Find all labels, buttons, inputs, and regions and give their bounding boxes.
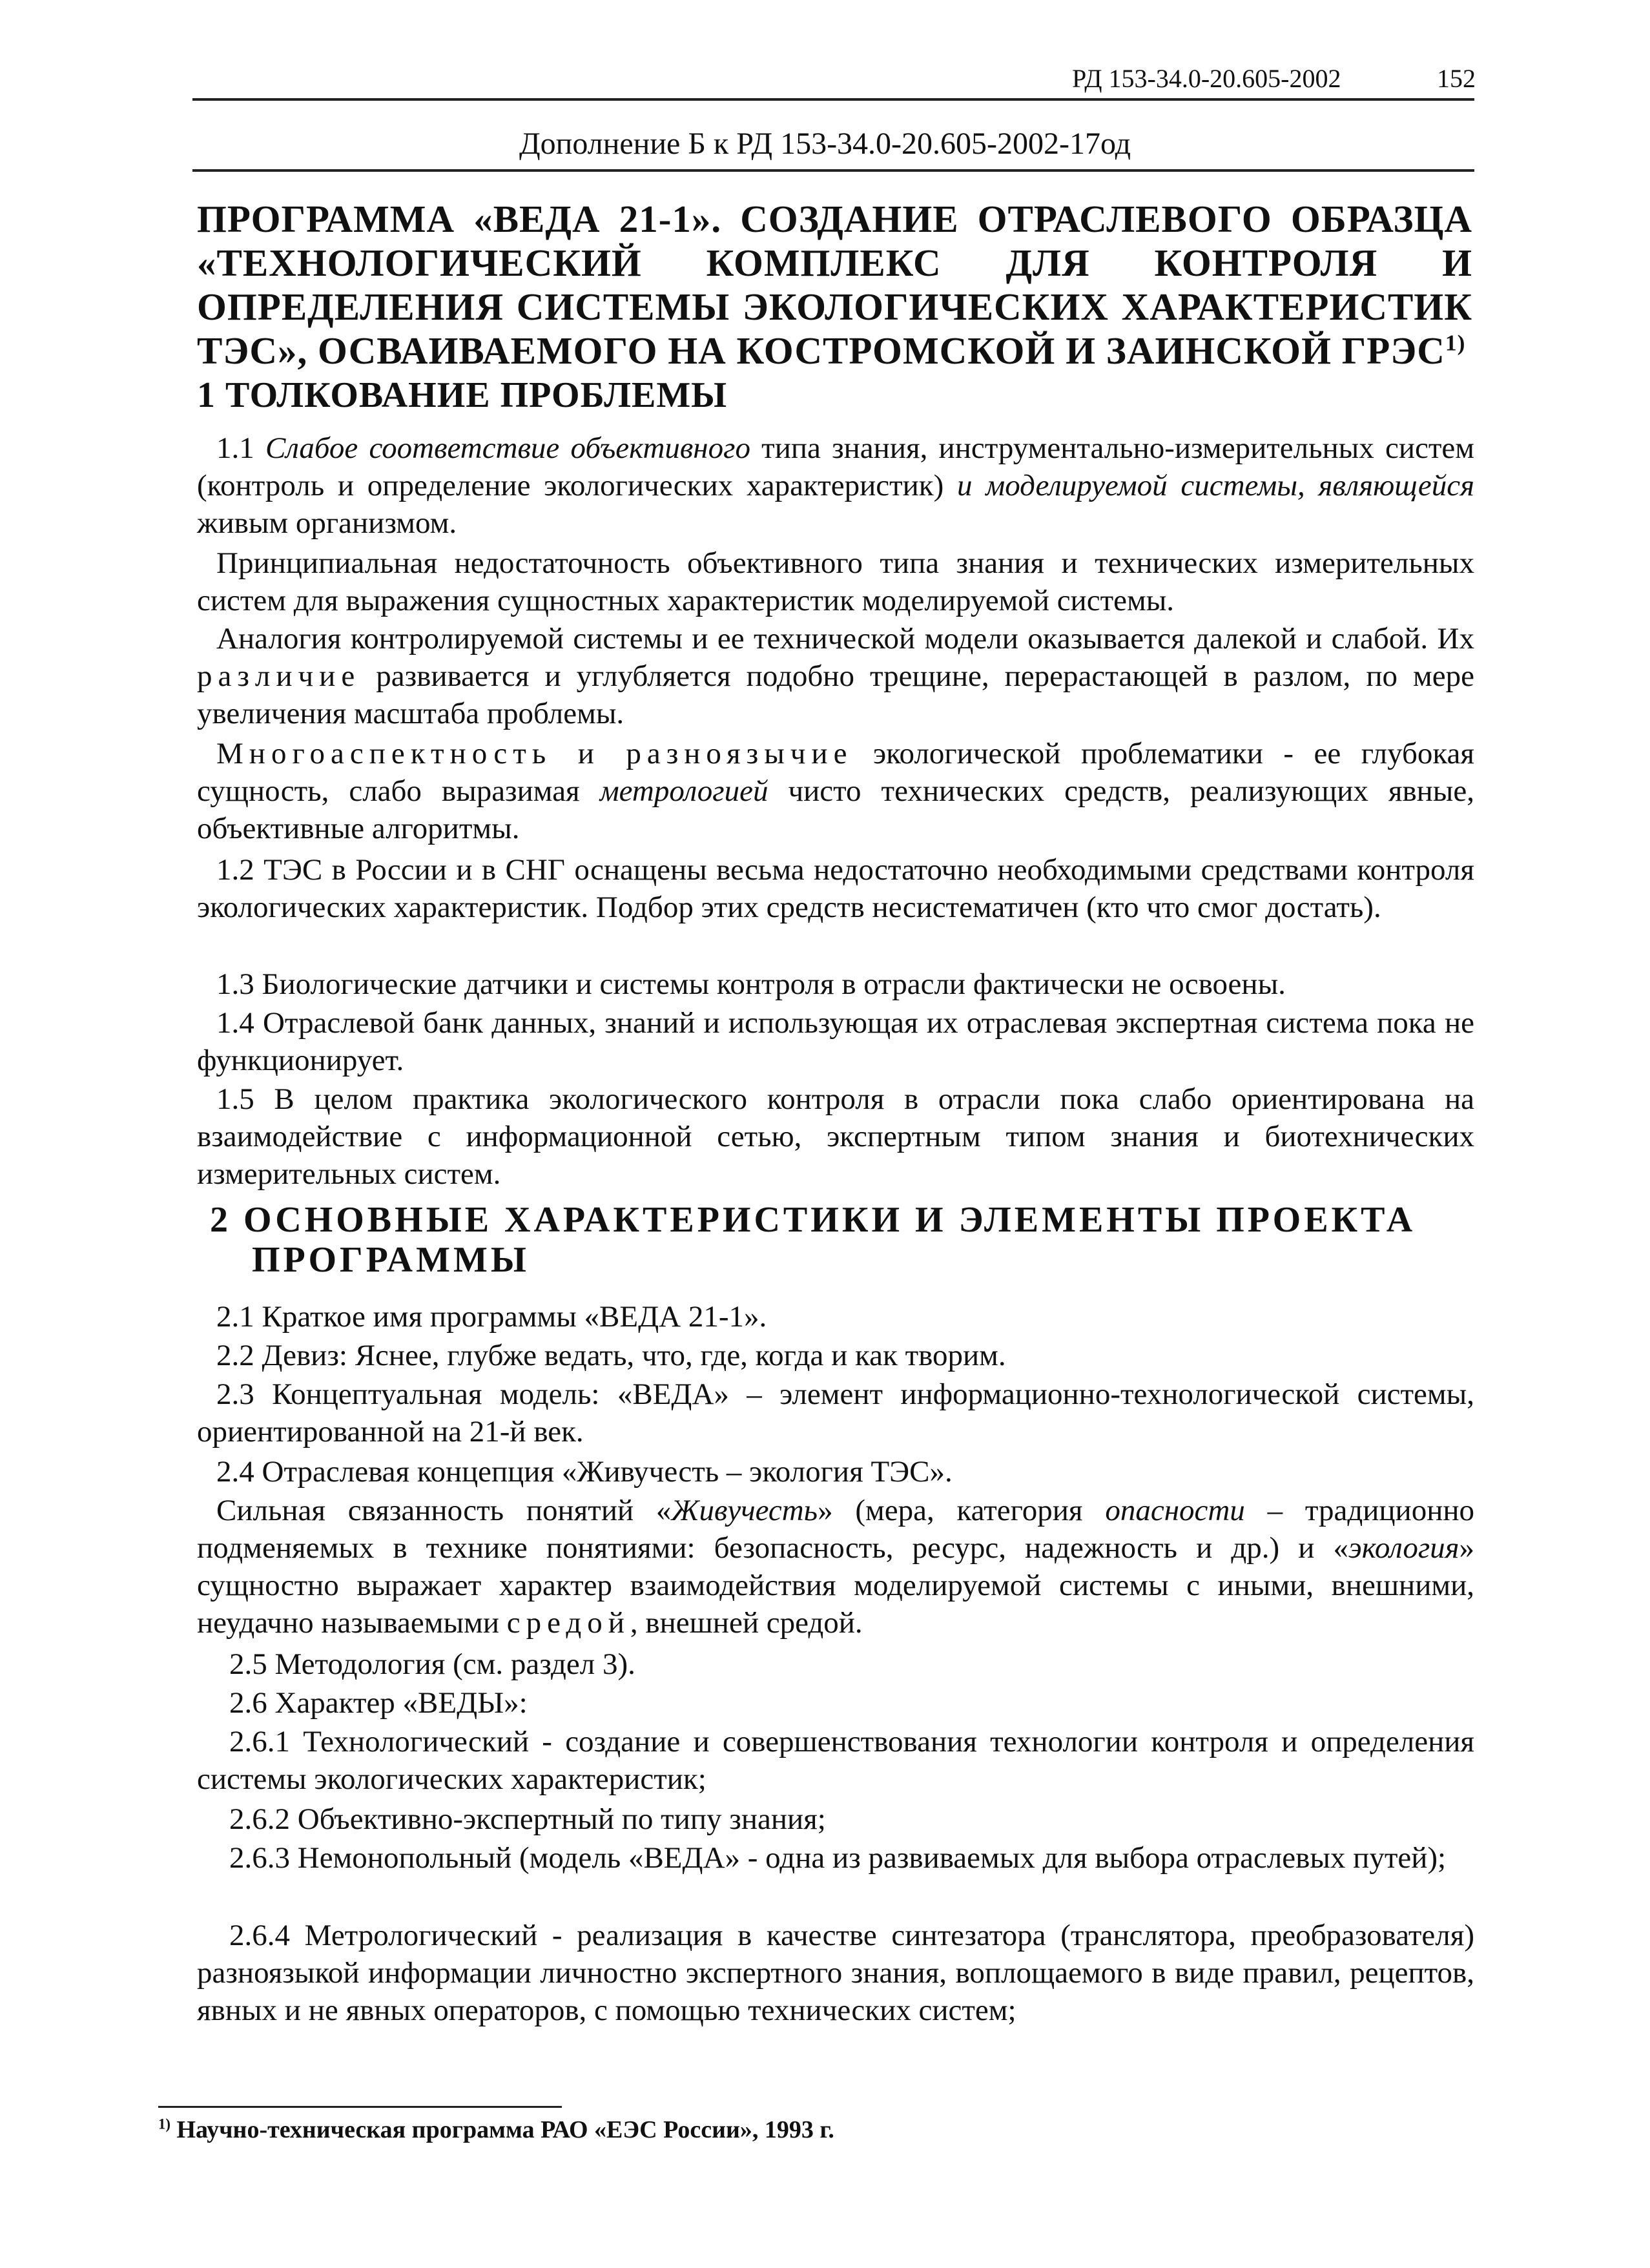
footnote: [158, 2116, 834, 2144]
paragraph-strong-link: [197, 1492, 1474, 1642]
strong-italic-3: экология: [1348, 1531, 1459, 1565]
strong-spaced-word: средой: [506, 1606, 630, 1640]
page-number: 152: [1437, 64, 1476, 93]
paragraph-1-3: 1.3 Биологические датчики и системы контроля в отрасли фактически не освоены.: [216, 967, 1286, 1001]
p1-1-italic-1: Слабое соответствие объективного: [265, 431, 750, 465]
multiaspect-text-2: чисто технических средств, реализующих явные, объективные алгоритмы.: [197, 774, 1474, 845]
p1-1-text-1: типа знания, инструментально-измерительных систем (контроль и определение экологических характеристик): [197, 431, 1474, 502]
paragraph-1-5: 1.5 В целом практика экологического контроля в отрасли пока слабо ориентирована на взаимодействие с информационной сетью, экспертным типом знания и биотехнических измерительных систем.: [197, 1082, 1474, 1191]
strong-text-3: – традиционно подменяемых в технике понятиями: безопасность, ресурс, надежность и др.) и «: [197, 1494, 1475, 1565]
strong-italic-1: Живучесть: [671, 1494, 818, 1527]
header-rule-bottom: [192, 169, 1474, 172]
footnote-rule: [158, 2106, 562, 2108]
section2-heading-line1: 2 ОСНОВНЫЕ ХАРАКТЕРИСТИКИ И ЭЛЕМЕНТЫ ПРОЕКТА: [210, 1200, 1416, 1240]
strong-text-5: , внешней средой.: [630, 1606, 863, 1640]
paragraph-2-6-2: 2.6.2 Объективно-экспертный по типу знания;: [229, 1802, 826, 1836]
addendum-line: Дополнение Б к РД 153-34.0-20.605-2002-17од: [519, 127, 1131, 161]
paragraph-analogy: [197, 620, 1474, 732]
section1-heading: 1 ТОЛКОВАНИЕ ПРОБЛЕМЫ: [197, 375, 728, 415]
document-title-text: ПРОГРАММА «ВЕДА 21-1». СОЗДАНИЕ ОТРАСЛЕВОГО ОБРАЗЦА «ТЕХНОЛОГИЧЕСКИЙ КОМПЛЕКС ДЛЯ КОНТРОЛЯ И ОПРЕДЕЛЕНИЯ СИСТЕМЫ ЭКОЛОГИЧЕСКИХ ХАРАКТЕРИСТИК ТЭС», ОСВАИВАЕМОГО НА КОСТРОМСКОЙ И ЗАИНСКОЙ ГРЭС: [197, 198, 1472, 372]
paragraph-multiaspect: [197, 735, 1474, 847]
paragraph-2-6: 2.6 Характер «ВЕДЫ»:: [229, 1686, 528, 1720]
strong-italic-2: опасности: [1105, 1494, 1245, 1527]
header-rule-top: [192, 98, 1474, 101]
multiaspect-text-1: экологической проблематики - ее глубокая сущность, слабо выразимая: [197, 737, 1474, 808]
title-footnote-mark: 1): [1445, 329, 1466, 356]
paragraph-principal: Принципиальная недостаточность объективного типа знания и технических измерительных систем для выражения сущностных характеристик моделируемой системы.: [197, 546, 1474, 617]
paragraph-2-6-4: 2.6.4 Метрологический - реализация в качестве синтезатора (транслятора, преобразователя) разноязыкой информации личностно экспертного знания, воплощаемого в виде правил, рецептов, явных и не явных операторов, с помощью технических систем;: [197, 1919, 1474, 2027]
strong-text-4: » сущностно выражает характер взаимодействия моделируемой системы с иными, внешними, неудачно называемыми: [197, 1531, 1474, 1640]
p1-1-text-2: живым организмом.: [197, 506, 457, 540]
paragraph-2-5: 2.5 Методология (см. раздел 3).: [229, 1647, 635, 1681]
paragraph-2-6-3: 2.6.3 Немонопольный (модель «ВЕДА» - одна из развиваемых для выбора отраслевых путей);: [229, 1841, 1447, 1875]
analogy-text-1: Аналогия контролируемой системы и ее технической модели оказывается далекой и слабой. Их: [216, 622, 1474, 655]
strong-text-2: » (мера, категория: [818, 1494, 1083, 1527]
paragraph-2-4: 2.4 Отраслевая концепция «Живучесть – экология ТЭС».: [216, 1455, 953, 1489]
analogy-text-2: развивается и углубляется подобно трещине, перерастающей в разлом, по мере увеличения масштаба проблемы.: [197, 659, 1474, 730]
multiaspect-spaced-words: Многоаспектность и разноязычие: [216, 737, 853, 770]
section2-heading-line2: ПРОГРАММЫ: [252, 1240, 530, 1280]
strong-text-1: Сильная связанность понятий «: [216, 1494, 672, 1527]
paragraph-2-1: 2.1 Краткое имя программы «ВЕДА 21-1».: [216, 1300, 767, 1334]
p1-1-italic-2: и моделируемой системы, являющейся: [957, 469, 1475, 502]
multiaspect-italic: метрологией: [599, 774, 768, 808]
analogy-spaced-word: различие: [197, 659, 361, 693]
section2-heading: [210, 1200, 1416, 1280]
header-doc-ref: РД 153-34.0-20.605-2002: [1072, 64, 1341, 93]
document-title: [197, 197, 1472, 373]
paragraph-1-1: [197, 429, 1474, 542]
paragraph-2-2: 2.2 Девиз: Яснее, глубже ведать, что, где, когда и как творим.: [216, 1339, 1006, 1372]
footnote-text: Научно-техническая программа РАО «ЕЭС России», 1993 г.: [176, 2116, 834, 2143]
footnote-mark: 1): [158, 2116, 170, 2132]
paragraph-2-6-1: 2.6.1 Технологический - создание и совершенствования технологии контроля и определения системы экологических характеристик;: [197, 1725, 1474, 1796]
p1-1-num: 1.1: [216, 431, 254, 465]
paragraph-1-2: 1.2 ТЭС в России и в СНГ оснащены весьма недостаточно необходимыми средствами контроля экологических характеристик. Подбор этих средств несистематичен (кто что смог достать).: [197, 853, 1474, 924]
paragraph-2-3: 2.3 Концептуальная модель: «ВЕДА» – элемент информационно-технологической системы, ориентированной на 21-й век.: [197, 1377, 1474, 1448]
paragraph-1-4: 1.4 Отраслевой банк данных, знаний и использующая их отраслевая экспертная система пока не функционирует.: [197, 1006, 1474, 1077]
